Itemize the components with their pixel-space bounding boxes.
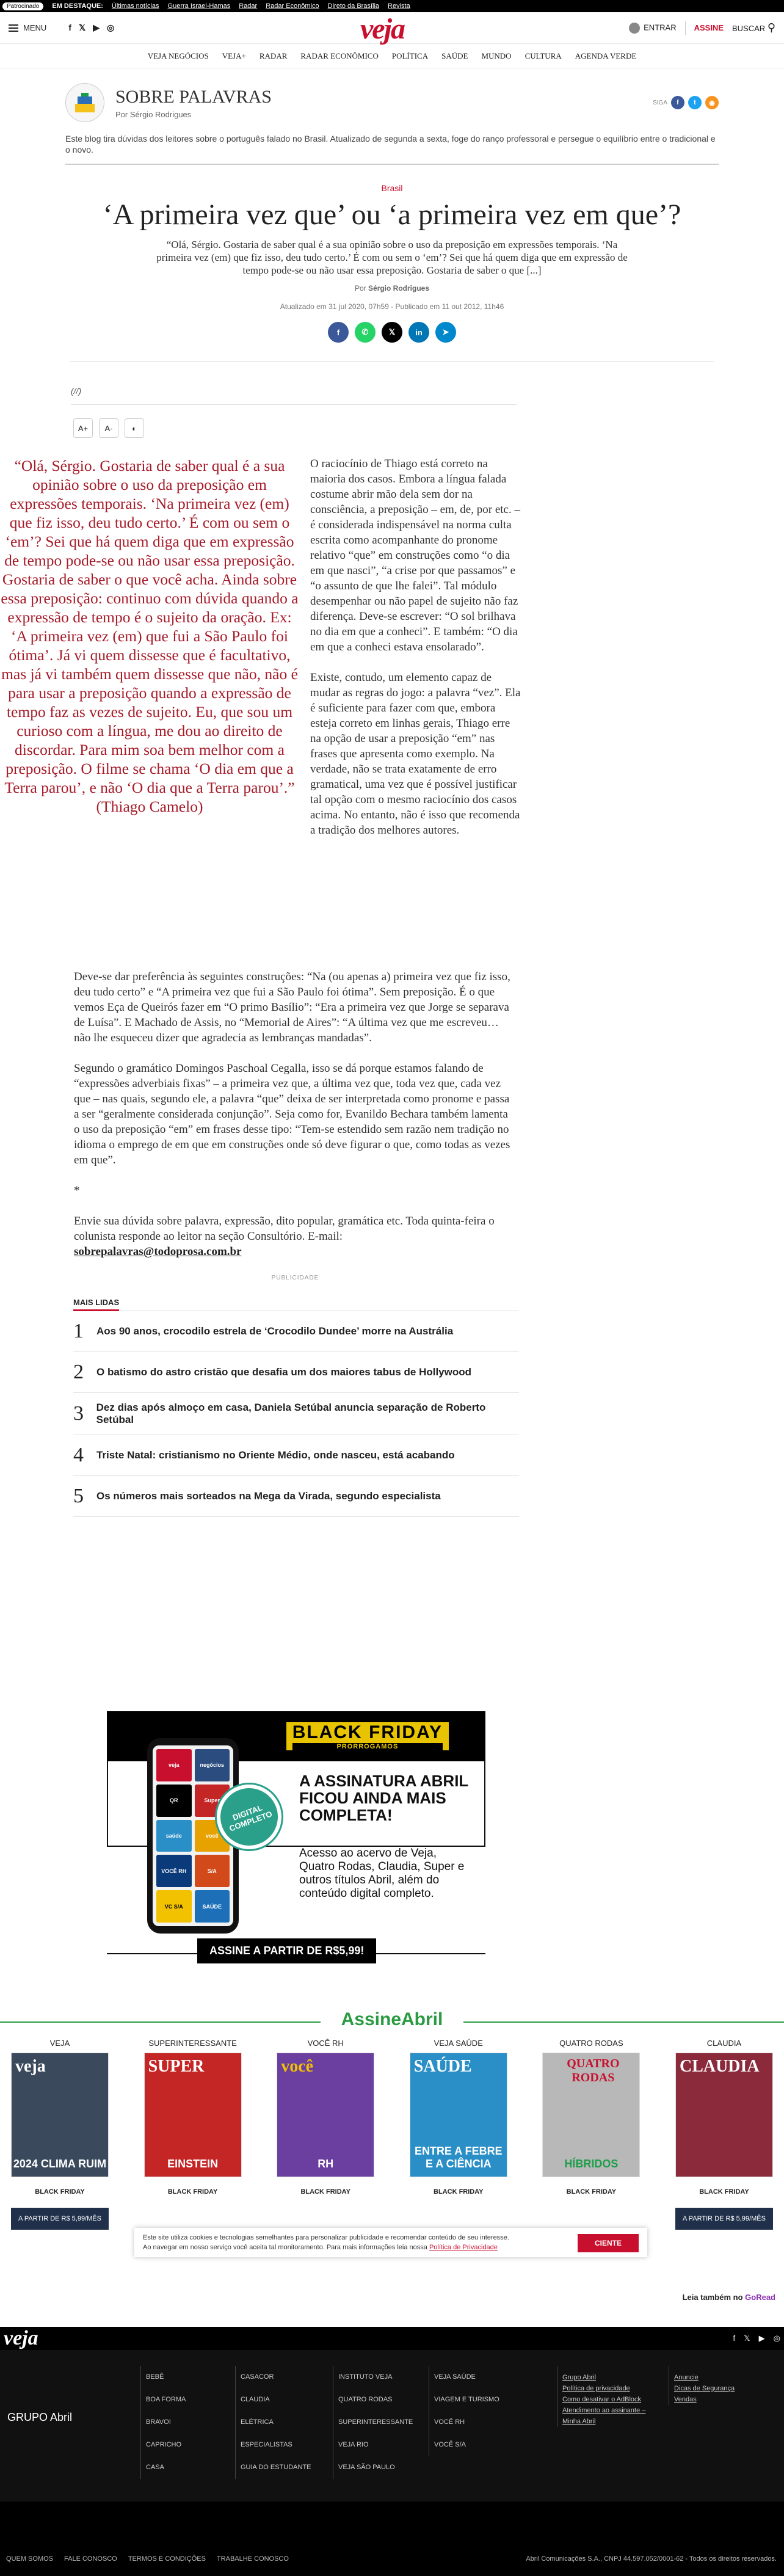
sponsored-pill: Patrocinado <box>2 2 43 10</box>
rank-number: 2 <box>73 1361 84 1383</box>
footer-link[interactable]: QUATRO RODAS <box>338 2396 393 2403</box>
nav-radar-economico[interactable]: RADAR ECONÔMICO <box>300 51 379 60</box>
black-friday-label: BLACK FRIDAY <box>699 2188 749 2196</box>
nav-saude[interactable]: SAÚDE <box>441 51 468 60</box>
magazine-cover[interactable] <box>277 2053 374 2177</box>
share-telegram-icon[interactable]: ➤ <box>435 322 456 343</box>
cover-title: veja <box>15 2057 46 2076</box>
rank-number: 3 <box>73 1402 84 1425</box>
copyright: Abril Comunicações S.A., CNPJ 44.597.052/0001-62 - Todos os direitos reservados. <box>526 2555 777 2563</box>
magazine-card[interactable] <box>410 2039 507 2230</box>
cover-title: SAÚDE <box>413 2057 472 2076</box>
answer-column <box>310 456 521 853</box>
most-read-headline[interactable]: Triste Natal: cristianismo no Oriente Médio, onde nasceu, está acabando <box>96 1449 455 1461</box>
footer-col-5 <box>557 2366 648 2427</box>
article-title: ‘A primeira vez que’ ou ‘a primeira vez em que’? <box>103 198 681 231</box>
facebook-icon[interactable]: f <box>733 2334 736 2343</box>
black-friday-label: BLACK FRIDAY <box>167 2188 218 2196</box>
most-read-title: MAIS LIDAS <box>73 1298 119 1311</box>
subscribe-price-button[interactable]: A PARTIR DE R$ 5,99/MÊS <box>675 2208 773 2230</box>
phone-tile: QR <box>156 1785 192 1817</box>
nav-cultura[interactable]: CULTURA <box>524 51 562 60</box>
cover-title: QUATRO RODAS <box>567 2057 620 2084</box>
share-buttons <box>99 322 685 343</box>
footer-veja-logo[interactable]: veja <box>4 2327 38 2349</box>
highlight-link-latest[interactable]: Últimas notícias <box>111 2 159 10</box>
facebook-icon[interactable]: f <box>671 96 684 109</box>
article-byline <box>99 284 685 293</box>
blog-description: Este blog tira dúvidas dos leitores sobre o português falado no Brasil. Atualizado de segunda a sexta, foge do ranço professoral e persegue o equilíbrio entre o tradicional e o novo. <box>65 133 719 165</box>
nav-agenda-verde[interactable]: AGENDA VERDE <box>575 51 637 60</box>
footer-link[interactable]: BEBÊ <box>146 2373 164 2381</box>
footer-col-4 <box>429 2366 520 2456</box>
menu-icon[interactable] <box>9 24 18 32</box>
blog-header <box>65 68 719 165</box>
footer-link[interactable]: INSTITUTO VEJA <box>338 2373 393 2381</box>
footer-link[interactable]: Como desativar o AdBlock <box>562 2396 642 2403</box>
rank-number: 1 <box>73 1320 84 1342</box>
magazine-name: CLAUDIA <box>706 2039 742 2048</box>
login-button[interactable] <box>629 23 676 34</box>
subscribe-price-button[interactable]: A PARTIR DE R$ 5,99/MÊS <box>11 2208 109 2230</box>
menu-button[interactable]: MENU <box>23 23 47 32</box>
contrast-icon[interactable]: ◐ <box>125 418 144 438</box>
black-friday-tag <box>286 1722 449 1750</box>
most-read-headline[interactable]: Os números mais sorteados na Mega da Virada, segundo especialista <box>96 1490 441 1502</box>
black-friday-label: BLACK FRIDAY <box>434 2188 484 2196</box>
friday-word: FRIDAY <box>369 1722 443 1742</box>
highlight-link-radar[interactable]: Radar <box>239 2 258 10</box>
highlight-label: EM DESTAQUE: <box>52 2 103 10</box>
highlight-link-radar-economico[interactable]: Radar Econômico <box>266 2 319 10</box>
article-subtitle: “Olá, Sérgio. Gostaria de saber qual é a sua opinião sobre o uso da preposição em expressões temporais. ‘Na primeira vez (em) que fiz isso, deu tudo certo.’ É com ou sem o ‘em’? Sei que há quem diga que em expressão de tempo pode-se ou não usar essa preposição. Gostaria de saber o que [...] <box>156 239 628 276</box>
promo-headline: A ASSINATURA ABRIL FICOU AINDA MAIS COMPLETA! <box>299 1772 468 1824</box>
paragraph: Deve-se dar preferência às seguintes construções: “Na (ou apenas a) primeira vez que fiz isso, deu tudo certo” e “A primeira vez que fui a São Paulo foi ótima”. Sem preposição. É o que vemos Eça de Queirós fazer em “O primo Basílio”: “Era a primeira vez que Jorge se separava de Luísa”. E Machado de Assis, no “Memorial de Aires”: “A última vez que me escreveu… não lhe esqueceu dizer que agradecia as lembranças mandadas”. <box>74 970 510 1044</box>
magazine-name: VEJA <box>49 2039 70 2048</box>
most-read-item[interactable] <box>73 1393 519 1435</box>
most-read-item[interactable] <box>73 1476 519 1517</box>
ad-label: PUBLICIDADE <box>271 1275 319 1281</box>
footer-links <box>0 2350 784 2501</box>
rss-icon[interactable]: ◉ <box>705 96 719 109</box>
cookie-text-line: Ao navegar em nosso serviço você aceita tal monitoramento. Para mais informações leia nossa <box>143 2244 427 2251</box>
user-icon <box>629 23 640 34</box>
magazine-cover[interactable] <box>144 2053 242 2177</box>
x-icon[interactable]: 𝕏 <box>744 2334 750 2343</box>
most-read-headline[interactable]: O batismo do astro cristão que desafia um dos maiores tabus de Hollywood <box>96 1366 472 1378</box>
paragraph <box>74 1213 517 1259</box>
footer-col-2 <box>235 2366 327 2479</box>
login-label: ENTRAR <box>644 22 677 32</box>
footer-link[interactable]: CASA <box>146 2464 164 2471</box>
cover-headline: RH <box>318 2158 334 2170</box>
phone-tile: saúde <box>156 1820 192 1852</box>
cover-headline: EINSTEIN <box>167 2158 219 2170</box>
black-friday-label: BLACK FRIDAY <box>300 2188 350 2196</box>
cover-title: você <box>281 2057 314 2076</box>
footer-link[interactable]: Política de privacidade <box>562 2385 630 2392</box>
paragraph: Existe, contudo, um elemento capaz de mudar as regras do jogo: a palavra “vez”. Ela é suficiente para fazer com que, embora esteja correto em linhas gerais, Thiago erre na opção de usar a preposição “em” nas frases que apresenta como exemplo. Na verdade, não se trata exatamente de erro gramatical, uma vez que é possível justificar tal opção com o mesmo raciocínio dos casos acima. No entanto, não é isso que recomenda a tradição dos melhores autores. <box>310 671 521 837</box>
contact-text: Envie sua dúvida sobre palavra, expressão, dito popular, gramática etc. Toda quinta-feira o colunista responde ao leitor na seção Consultório. E-mail: <box>74 1215 495 1243</box>
veja-logo[interactable]: veja <box>360 13 404 45</box>
footer-link[interactable]: SUPERINTERESSANTE <box>338 2418 413 2426</box>
search-icon: ⚲ <box>767 21 775 34</box>
nav-radar[interactable]: RADAR <box>259 51 288 60</box>
main-nav <box>0 44 784 68</box>
highlight-bar <box>0 0 784 12</box>
instagram-icon[interactable]: ◎ <box>773 2334 780 2343</box>
footer-link[interactable]: Vendas <box>674 2396 697 2403</box>
article-dates: Atualizado em 31 jul 2020, 07h59 - Publicado em 11 out 2012, 11h46 <box>280 302 504 311</box>
phone-tile: S/A <box>195 1855 230 1887</box>
magazine-card[interactable] <box>542 2039 640 2230</box>
article-body-top <box>0 438 784 969</box>
magazine-card[interactable] <box>277 2039 374 2230</box>
footer-link[interactable]: Anuncie <box>674 2374 699 2381</box>
grupo-abril-logo[interactable]: GRUPO Abril <box>7 2411 73 2423</box>
site-header <box>0 12 784 44</box>
highlight-link-revista[interactable]: Revista <box>388 2 410 10</box>
footer-bar <box>0 2327 784 2350</box>
digital-seal: DIGITAL COMPLETO <box>208 1775 291 1858</box>
byline-prefix: Por <box>354 284 366 293</box>
magazine-card[interactable] <box>11 2039 109 2230</box>
footer-bottom-link[interactable]: FALE CONOSCO <box>64 2555 117 2563</box>
cover-title: CLAUDIA <box>679 2057 760 2076</box>
facebook-icon[interactable]: f <box>68 23 71 32</box>
footer-link[interactable]: Dicas de Segurança <box>674 2385 735 2392</box>
footer-link[interactable]: Grupo Abril <box>562 2374 597 2381</box>
black-friday-label: BLACK FRIDAY <box>566 2188 617 2196</box>
magazine-name: VEJA SAÚDE <box>434 2039 483 2048</box>
most-read-headline[interactable]: Aos 90 anos, crocodilo estrela de ‘Crocodilo Dundee’ morre na Austrália <box>96 1325 454 1337</box>
highlight-link-brasilia[interactable]: Direto da Brasília <box>327 2 380 10</box>
x-icon[interactable]: 𝕏 <box>78 23 86 32</box>
nav-veja-negocios[interactable]: VEJA NEGÓCIOS <box>147 51 209 60</box>
nav-politica[interactable]: POLÍTICA <box>391 51 429 60</box>
phone-tile: VOCÊ RH <box>156 1855 192 1887</box>
share-linkedin-icon[interactable]: in <box>408 322 429 343</box>
follow-label: SIGA <box>653 99 667 106</box>
paragraph: Segundo o gramático Domingos Paschoal Cegalla, isso se dá porque estamos falando de “expressões adverbiais fixas” – a primeira vez que, a última vez que, toda vez que, cada vez que – nas quais, segundo ele, a palavra “que” deixa de ser interpretada como pronome e passa a ser “geralmente considerada conjunção”. Seja como for, Evanildo Bechara também lamenta o uso da preposição “em” em frases desse tipo: “Tem-se estendido sem razão nem tradição no idioma o emprego de em que em construções onde só deve figurar o que, como todas as vezes em que”. <box>74 1062 510 1166</box>
magazine-name: QUATRO RODAS <box>559 2039 623 2048</box>
most-read <box>73 1297 519 1517</box>
footer-link[interactable]: VIAGEM E TURISMO <box>434 2396 499 2403</box>
font-increase-button[interactable]: A+ <box>73 418 93 438</box>
subscribe-cta-button[interactable]: ASSINE A PARTIR DE R$5,99! <box>197 1938 376 1963</box>
highlight-link-war[interactable]: Guerra Israel-Hamas <box>167 2 231 10</box>
footer-link[interactable]: BOA FORMA <box>146 2396 186 2403</box>
extended-label: PRORROGAMOS <box>292 1743 443 1750</box>
footer-link[interactable]: GUIA DO ESTUDANTE <box>241 2464 311 2471</box>
subscription-promo[interactable] <box>107 1711 485 1968</box>
instagram-icon[interactable]: ◎ <box>107 23 115 32</box>
footer-link[interactable]: VEJA SÃO PAULO <box>338 2464 395 2471</box>
magazine-card[interactable] <box>144 2039 242 2230</box>
share-x-icon[interactable]: 𝕏 <box>382 322 402 343</box>
magazine-card[interactable] <box>675 2039 773 2230</box>
footer-link[interactable]: CLAUDIA <box>241 2396 270 2403</box>
cookie-accept-button[interactable]: CIENTE <box>578 2234 639 2252</box>
footer-bottom-link[interactable]: TRABALHE CONOSCO <box>216 2555 289 2563</box>
twitter-icon[interactable]: t <box>688 96 702 109</box>
article-kicker[interactable]: Brasil <box>381 183 403 193</box>
article-header <box>99 183 685 343</box>
magazine-cover[interactable] <box>542 2053 640 2177</box>
privacy-policy-link[interactable]: Política de Privacidade <box>429 2244 498 2251</box>
footer-bottom-link[interactable]: QUEM SOMOS <box>6 2555 54 2563</box>
footer-link[interactable]: ELÉTRICA <box>241 2418 274 2426</box>
goread-link[interactable] <box>683 2293 775 2302</box>
cookie-text-2 <box>143 2243 639 2252</box>
footer-link[interactable]: BRAVO! <box>146 2418 171 2426</box>
magazine-name: VOCÊ RH <box>307 2039 344 2048</box>
footer-link[interactable]: ESPECIALISTAS <box>241 2441 292 2448</box>
search-button[interactable] <box>732 21 775 34</box>
black-word: BLACK <box>292 1722 363 1742</box>
paragraph: O raciocínio de Thiago está correto na maioria dos casos. Embora a língua falada costume abrir mão dela sem dor na consciência, a preposição – em, de, por etc. – é considerada indispensável na norma culta escrita como acompanhante do pronome relativo “que” em construções como “o dia em que nasci”, “a crise por que passamos” e “o assunto de que lhe falei”. Tal módulo desempenhar ou não papel de sujeito não faz diferença. Deve-se escrever: “O sol brilhava no dia em que a conheci”. E também: “O dia em que a conheci estava ensolarado”. <box>310 457 520 653</box>
rank-number: 5 <box>73 1485 84 1507</box>
divider <box>70 361 714 362</box>
magazine-cover[interactable] <box>410 2053 507 2177</box>
footer-link[interactable]: VEJA SAÚDE <box>434 2373 476 2381</box>
footer-col-3 <box>333 2366 424 2479</box>
most-read-headline[interactable]: Dez dias após almoço em casa, Daniela Setúbal anuncia separação de Roberto Setúbal <box>96 1402 486 1425</box>
font-decrease-button[interactable]: A- <box>99 418 118 438</box>
blog-author: Por Sérgio Rodrigues <box>115 109 192 119</box>
rank-number: 4 <box>73 1444 84 1466</box>
paragraph: * <box>74 1184 80 1197</box>
most-read-item[interactable] <box>73 1311 519 1352</box>
nav-veja-plus[interactable]: VEJA+ <box>222 51 246 60</box>
cover-title: SUPER <box>148 2057 205 2076</box>
image-caption: (//) <box>71 386 517 405</box>
footer-link[interactable]: Atendimento ao assinante – Minha Abril <box>562 2407 646 2425</box>
email-link[interactable]: sobrepalavras@todoprosa.com.br <box>74 1245 242 1258</box>
goread-logo: GoRead <box>745 2293 775 2302</box>
share-whatsapp-icon[interactable]: ✆ <box>355 322 376 343</box>
blog-title[interactable]: SOBRE PALAVRAS <box>115 86 272 107</box>
search-label: BUSCAR <box>732 24 766 33</box>
footer-link[interactable]: CASACOR <box>241 2373 274 2381</box>
phone-tile: Super <box>195 1785 230 1817</box>
cookie-text: Este site utiliza cookies e tecnologias semelhantes para personalizar publicidade e recomendar conteúdo de seu interesse. <box>143 2234 509 2241</box>
header-divider <box>685 21 686 35</box>
most-read-item[interactable] <box>73 1352 519 1393</box>
black-friday-label: BLACK FRIDAY <box>35 2188 85 2196</box>
magazine-cover[interactable] <box>675 2053 773 2177</box>
subscribe-button[interactable]: ASSINE <box>694 23 724 32</box>
phone-tile: VC S/A <box>156 1890 192 1923</box>
magazine-list <box>0 2039 784 2230</box>
share-facebook-icon[interactable]: f <box>328 322 349 343</box>
nav-mundo[interactable]: MUNDO <box>481 51 512 60</box>
phone-tile: veja <box>156 1749 192 1781</box>
footer-bottom-link[interactable]: TERMOS E CONDIÇÕES <box>128 2555 206 2563</box>
blog-follow <box>653 96 719 109</box>
footer-bottom <box>0 2501 784 2576</box>
reader-question: “Olá, Sérgio. Gostaria de saber qual é a sua opinião sobre o uso da preposição em expressões temporais. ‘Na primeira vez (em) que fiz isso, deu tudo certo.’ É com ou sem o ‘em’? Sei que há quem diga que em expressão de tempo pode-se ou não usar essa preposição. Gostaria de saber o que você acha. Ainda sobre essa preposição: continuo com dúvida quando a expressão de tempo é o sujeito da oração. Ex: ‘A primeira vez (em) que fui a São Paulo foi ótima’. Já vi quem dissesse que é facultativo, mas já vi também quem dissesse que não, não é para usar a preposição quando a expressão de tempo faz as vezes de sujeito. Eu, que sou um curioso com a língua, me dou ao direito de discordar. Para mim soa bem melhor com a preposição. O filme se chama ‘O dia em que a Terra parou’, e não ‘O dia que a Terra parou’.” (Thiago Camelo) <box>1 457 299 815</box>
cover-headline: HÍBRIDOS <box>564 2158 619 2170</box>
assine-abril-logo[interactable]: AssineAbril <box>0 2009 784 2030</box>
footer-col-6 <box>669 2366 760 2405</box>
byline-author[interactable]: Sérgio Rodrigues <box>368 284 430 293</box>
youtube-icon[interactable]: ▶ <box>93 23 100 32</box>
magazine-name: SUPERINTERESSANTE <box>148 2039 237 2048</box>
phone-tile: negócios <box>195 1749 230 1781</box>
footer-link[interactable]: VEJA RIO <box>338 2441 369 2448</box>
reading-tools <box>73 418 784 438</box>
promo-text: Acesso ao acervo de Veja, Quatro Rodas, Claudia, Super e outros títulos Abril, além do conteúdo digital completo. <box>299 1847 465 1900</box>
cover-headline: ENTRE A FEBRE E A CIÊNCIA <box>414 2145 503 2170</box>
cookie-banner <box>134 2228 647 2257</box>
footer-link[interactable]: VOCÊ RH <box>434 2418 465 2426</box>
article-body <box>74 969 517 1259</box>
footer-link[interactable]: CAPRICHO <box>146 2441 182 2448</box>
blog-logo-icon[interactable] <box>65 83 104 122</box>
magazine-cover[interactable] <box>11 2053 109 2177</box>
phone-tile: SAÚDE <box>195 1890 230 1923</box>
phone-tile: você <box>195 1820 230 1852</box>
cover-headline: 2024 CLIMA RUIM <box>13 2158 107 2170</box>
footer-link[interactable]: VOCÊ S/A <box>434 2441 466 2448</box>
youtube-icon[interactable]: ▶ <box>758 2334 765 2343</box>
goread-prefix: Leia também no <box>682 2293 743 2302</box>
most-read-item[interactable] <box>73 1435 519 1476</box>
